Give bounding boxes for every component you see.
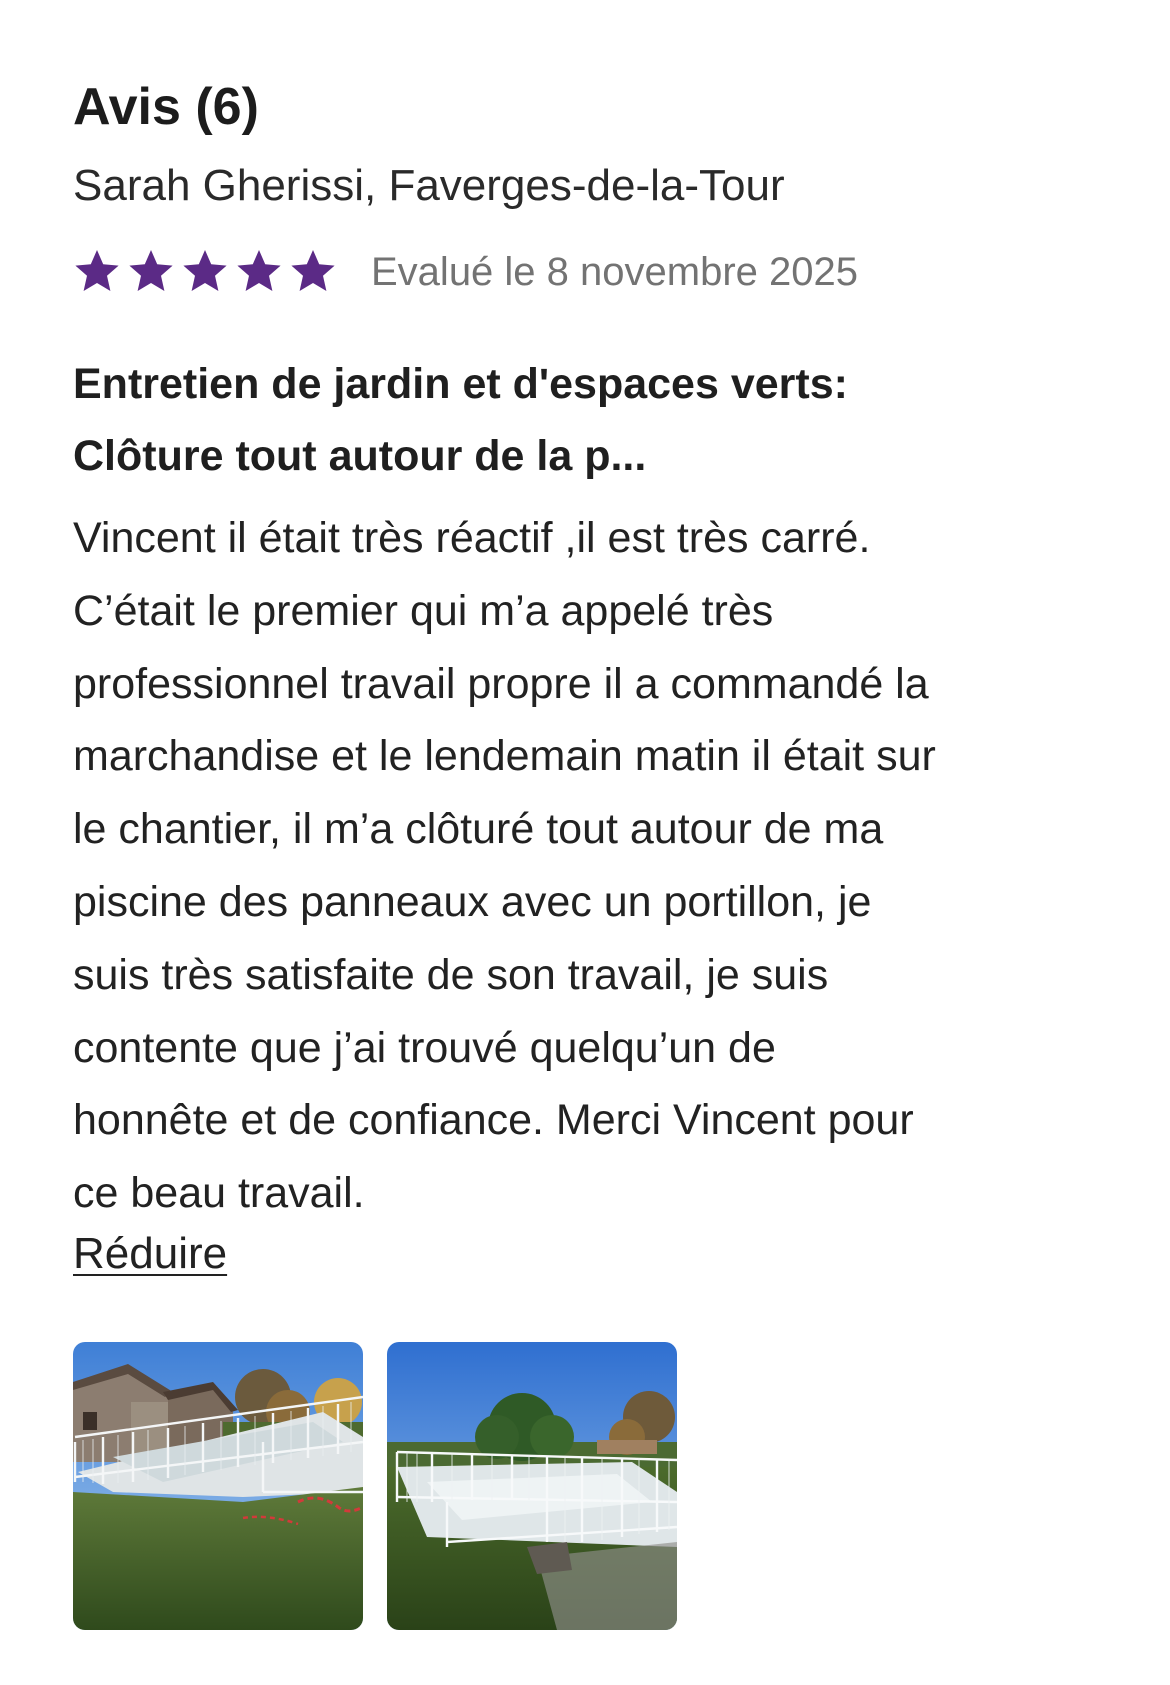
review-body-line: suis très satisfaite de son travail, je suis xyxy=(73,950,829,999)
rating-row xyxy=(73,246,858,298)
star-icon xyxy=(181,247,235,297)
star-rating xyxy=(73,247,343,297)
review-date: Evalué le 8 novembre 2025 xyxy=(371,250,858,294)
review-author: Sarah Gherissi, Faverges-de-la-Tour xyxy=(73,161,785,210)
review-photo-2[interactable] xyxy=(387,1342,677,1630)
review-body-line: contente que j’ai trouvé quelqu’un de xyxy=(73,1023,776,1072)
service-title-line: Entretien de jardin et d'espaces verts: xyxy=(73,360,848,408)
review-body-line: marchandise et le lendemain matin il était sur xyxy=(73,732,936,781)
star-icon xyxy=(73,247,127,297)
pool-fence-photo-icon xyxy=(73,1342,363,1630)
review-body-line: piscine des panneaux avec un portillon, je xyxy=(73,877,872,926)
review-body xyxy=(73,502,1123,1230)
review-body-line: C’était le premier qui m’a appelé très xyxy=(73,586,774,635)
pool-fence-photo-icon xyxy=(387,1342,677,1630)
review-service-title xyxy=(73,348,1113,492)
review-body-line: professionnel travail propre il a commandé la xyxy=(73,659,929,708)
collapse-review-link[interactable]: Réduire xyxy=(73,1229,228,1278)
review-body-line: le chantier, il m’a clôturé tout autour de ma xyxy=(73,805,884,854)
reviews-heading: Avis (6) xyxy=(73,78,259,136)
star-icon xyxy=(289,247,343,297)
review-body-line: honnête et de confiance. Merci Vincent pour xyxy=(73,1096,914,1145)
star-icon xyxy=(127,247,181,297)
service-title-line: Clôture tout autour de la p... xyxy=(73,432,647,480)
review-body-line: Vincent il était très réactif ,il est très carré. xyxy=(73,514,871,562)
review-body-line: ce beau travail. xyxy=(73,1169,365,1218)
star-icon xyxy=(235,247,289,297)
review-photos xyxy=(73,1342,677,1630)
review-photo-1[interactable] xyxy=(73,1342,363,1630)
